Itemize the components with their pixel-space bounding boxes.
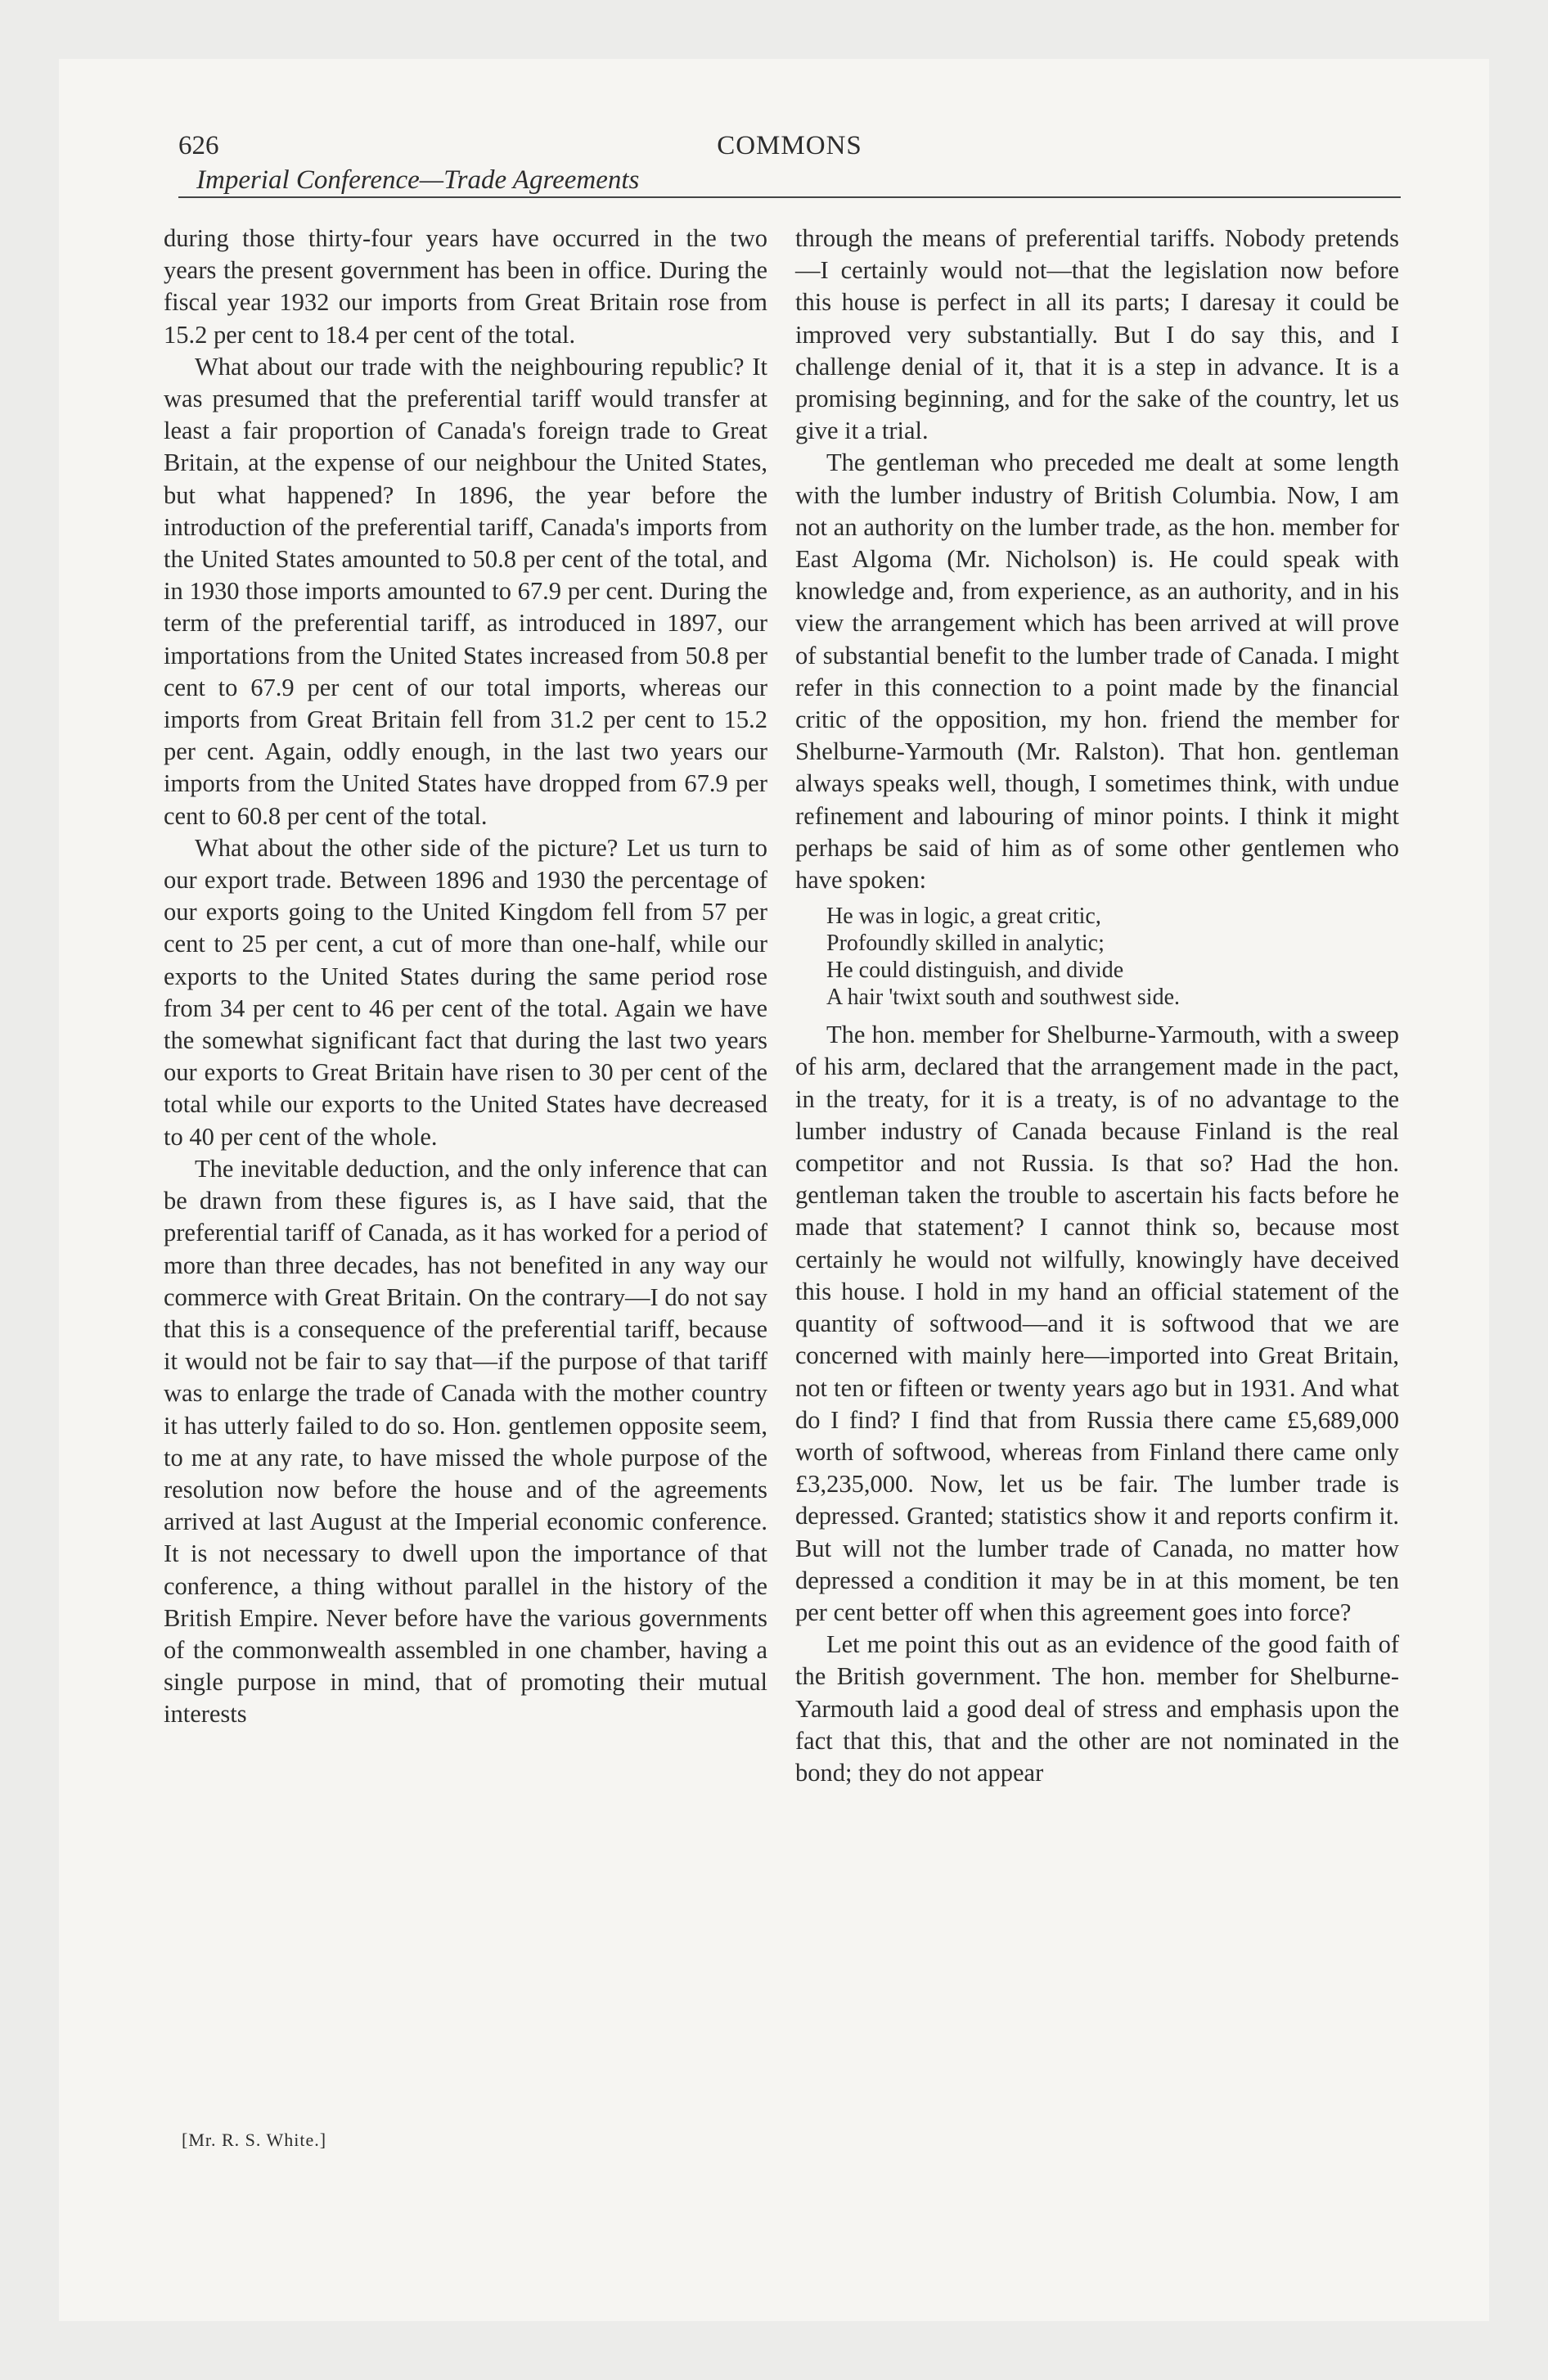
verse-line: Profoundly skilled in analytic; [826,931,1105,957]
running-subtitle: Imperial Conference—Trade Agreements [196,165,640,195]
paragraph: What about our trade with the neighbouring republic? It was presumed that the preferential tariff would transfer at least a fair proportion of Canada's foreign trade to Great Britain, at the expense of our neighbour the United States, but what happened? In 1896, the year before the introduction of the preferential tariff, Canada's imports from the United States amounted to 50.8 per cent of the total, and in 1930 those imports amounted to 67.9 per cent. During the term of the preferential tariff, as introduced in 1897, our importations from the United States increased from 50.8 per cent to 67.9 per cent of our total imports, whereas our imports from Great Britain fell from 31.2 per cent to 15.2 per cent. Again, oddly enough, in the last two years our imports from the United States have dropped from 67.9 per cent to 60.8 per cent of the total. [164,352,767,830]
verse-line: He could distinguish, and divide [826,958,1124,984]
paragraph: The hon. member for Shelburne-Yarmouth, with a sweep of his arm, declared that the arrangement made in the pact, in the treaty, for it is a treaty, is of no advantage to the lumber industry of Canada because Finland is the real competitor and not Russia. Is that so? Had the hon. gentleman taken the trouble to ascertain his facts before he made that statement? I cannot think so, because most certainly he would not wilfully, knowingly have deceived this house. I hold in my hand an official statement of the quantity of softwood—and it is softwood that we are concerned with mainly here—imported into Great Britain, not ten or fifteen or twenty years ago but in 1931. And what do I find? I find that from Russia there came £5,689,000 worth of softwood, whereas from Finland there came only £3,235,000. Now, let us be fair. The lumber trade is depressed. Granted; statistics show it and reports confirm it. But will not the lumber trade of Canada, no matter how depressed a condition it may be in at this moment, be ten per cent better off when this agreement goes into force? [795,1021,1399,1626]
verse-line: A hair 'twixt south and southwest side. [826,985,1181,1011]
right-column [795,223,1399,1789]
speaker-attribution: [Mr. R. S. White.] [182,2130,327,2150]
paragraph: The gentleman who preceded me dealt at some length with the lumber industry of British Columbia. Now, I am not an authority on the lumber trade, as the hon. member for East Algoma (Mr. Nicholson) is. He could speak with knowledge and, from experience, as an authority, and in his view the arrangement which has been arrived at will prove of substantial benefit to the lumber trade of Canada. I might refer in this connection to a point made by the financial critic of the opposition, my hon. friend the member for Shelburne-Yarmouth (Mr. Ralston). That hon. gentleman always speaks well, though, I sometimes think, with undue refinement and labouring of minor points. I think it might perhaps be said of him as of some other gentlemen who have spoken: [795,449,1399,895]
left-column [164,223,767,1731]
header-rule [178,196,1401,198]
verse-line: He was in logic, a great critic, [826,904,1101,930]
page-header [178,131,1401,196]
page-number: 626 [178,131,219,160]
paragraph: What about the other side of the picture? Let us turn to our export trade. Between 1896 and 1930 the percentage of our exports going to the United Kingdom fell from 57 per cent to 25 per cent, a cut of more than one-half, while our exports to the United States during the same period rose from 34 per cent to 46 per cent of the total. Again we have the somewhat significant fact that during the last two years our exports to Great Britain have risen to 30 per cent of the total while our exports to the United States have decreased to 40 per cent of the whole. [164,833,767,1151]
paragraph: through the means of preferential tariffs. Nobody pretends—I certainly would not—that the legislation now before this house is perfect in all its parts; I daresay it could be improved very substantially. But I do say this, and I challenge denial of it, that it is a step in advance. It is a promising beginning, and for the sake of the country, let us give it a trial. [795,224,1399,445]
paragraph: Let me point this out as an evidence of the good faith of the British government. The hon. member for Shelburne-Yarmouth laid a good deal of stress and emphasis upon the fact that this, that and the other are not nominated in the bond; they do not appear [795,1630,1399,1787]
paragraph: during those thirty-four years have occurred in the two years the present government has been in office. During the fiscal year 1932 our imports from Great Britain rose from 15.2 per cent to 18.4 per cent of the total. [164,224,767,349]
paragraph: The inevitable deduction, and the only inference that can be drawn from these figures is, as I have said, that the preferential tariff of Canada, as it has worked for a period of more than three decades, has not benefited in any way our commerce with Great Britain. On the contrary—I do not say that this is a consequence of the preferential tariff, because it would not be fair to say that—if the purpose of that tariff was to enlarge the trade of Canada with the mother country it has utterly failed to do so. Hon. gentlemen opposite seem, to me at any rate, to have missed the whole purpose of the resolution now before the house and of the agreements arrived at last August at the Imperial economic conference. It is not necessary to dwell upon the importance of that conference, a thing without parallel in the history of the British Empire. Never before have the various governments of the commonwealth assembled in one chamber, having a single purpose in mind, that of promoting their mutual interests [164,1154,767,1729]
section-title: COMMONS [717,131,862,160]
verse-quotation [826,903,1399,1011]
